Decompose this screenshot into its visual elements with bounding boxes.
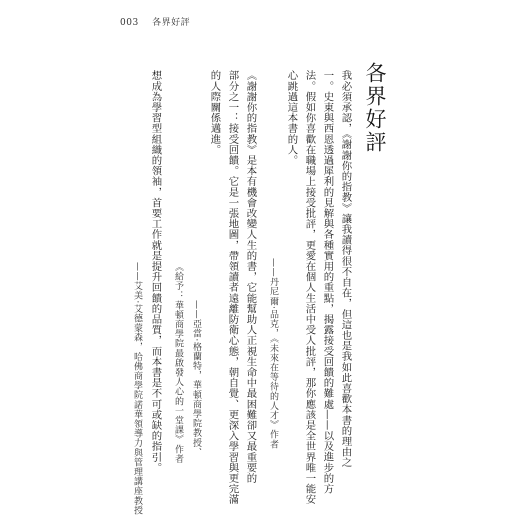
body-text-column: 心跳過這本書的人。 — [285, 70, 298, 166]
body-text-column: 《謝謝你的指教》是本有機會改變人生的書，它能幫助人正視生命中最困難卻又最重要的 — [244, 70, 257, 484]
body-text-column: 一。史東與西恩透過犀利的見解與各種實用的重點，揭露接受回饋的難處——以及進步的方 — [321, 70, 334, 494]
running-title: 各界好評 — [152, 18, 191, 28]
section-title: 各界好評 — [363, 62, 387, 154]
attribution-line: ——丹尼爾·品克，《未來在等待的人才》作者 — [268, 258, 278, 449]
attribution-line: ——亞當·格蘭特，華頓商學院教授、 — [191, 300, 201, 458]
body-text-column: 我必須承認，《謝謝你的指教》讓我讀得很不自在，但這也是我如此喜歡本書的理由之 — [339, 70, 352, 468]
body-text-column: 法。假如你喜歡在職場上接受批評，更愛在個人生活中受人批評，那你應該是全世界唯一能安 — [303, 70, 316, 505]
body-text-column: 的人際關係邁進。 — [208, 70, 221, 155]
attribution-line: 《給予：華頓商學院最啟發人心的一堂課》作者 — [173, 262, 183, 464]
body-text-column: 部分之一：接受回饋。它是一張地圖，帶領讀者遠離防衛心態，朝自覺、更深入學習與更完滿 — [226, 70, 239, 505]
attribution-line: ——艾美·艾德蒙森，哈佛商學院諾華領導力與管理講座教授 — [132, 262, 142, 515]
page-header — [120, 15, 190, 28]
body-text-column: 想成為學習型組織的領袖，首要工作就是提升回饋的品質，而本書是不可或缺的指引。 — [149, 70, 162, 473]
page-number: 003 — [120, 18, 139, 28]
